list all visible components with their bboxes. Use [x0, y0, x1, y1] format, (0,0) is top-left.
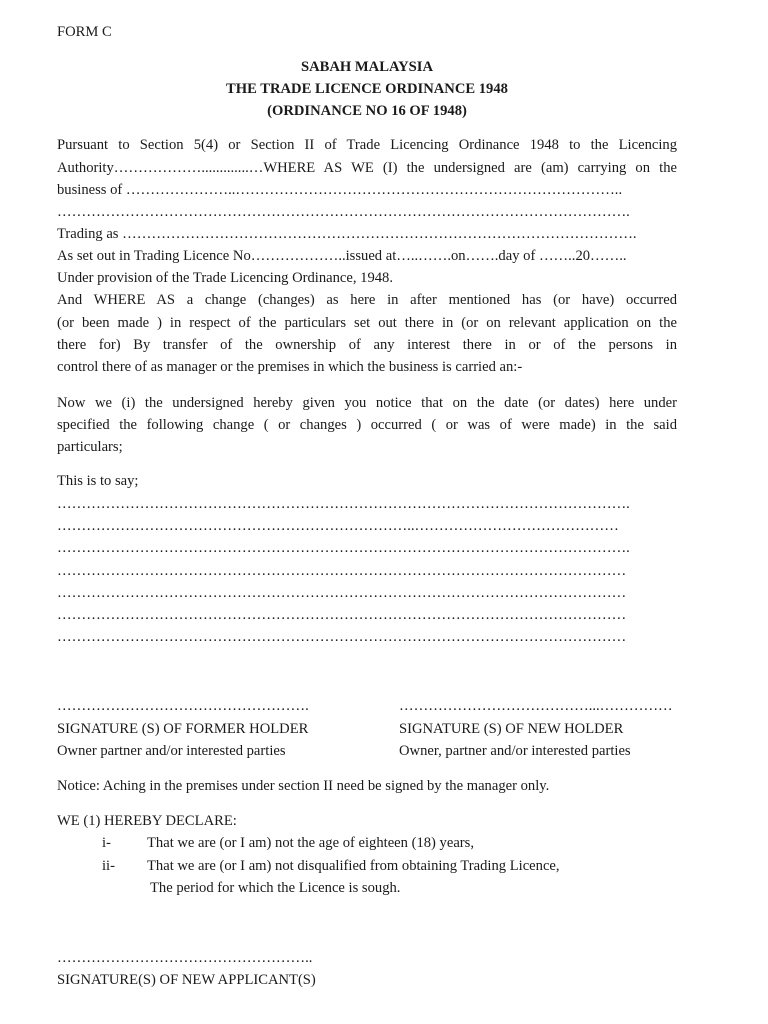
para2-line: specified the following change ( or changes ) occurred ( or was of were made) in the said	[57, 417, 677, 433]
declare-item-text: That we are (or I am) not disqualified from obtaining Trading Licence,	[147, 858, 560, 874]
para1-line: Authority……………….............…WHERE AS WE (I) the undersigned are (am) carrying on the	[57, 160, 677, 176]
declare-continuation: The period for which the Licence is sough.	[150, 880, 401, 896]
former-holder-signature-line: …………………………………………….	[57, 698, 309, 714]
particulars-line: ………………………………………………………………..……………………………………	[57, 518, 619, 534]
title-line-2: THE TRADE LICENCE ORDINANCE 1948	[226, 81, 508, 97]
licence-no-line: As set out in Trading Licence No………………..issued at…..…….on…….day of ……..20……..	[57, 248, 627, 264]
form-label: FORM C	[57, 24, 112, 40]
declare-item-number: i-	[102, 835, 111, 851]
trading-as-line: Trading as …………………………………………………………………………………………….	[57, 226, 637, 242]
particulars-line: ………………………………………………………………………………………………………	[57, 629, 627, 645]
para2-line: Now we (i) the undersigned hereby given you notice that on the date (or dates) here under	[57, 395, 677, 411]
applicant-signature-line: ……………………………………………..	[57, 950, 313, 966]
business-of-line: business of …………………..……………………………………………………………………..	[57, 182, 623, 198]
new-holder-signature-line: …………………………………...……………	[399, 698, 673, 714]
notice: Notice: Aching in the premises under section II need be signed by the manager only.	[57, 778, 550, 794]
para1-line: there for) By transfer of the ownership of any interest there in or of the persons in	[57, 337, 677, 353]
particulars-line: ………………………………………………………………………………………………………	[57, 607, 627, 623]
para1-line: Pursuant to Section 5(4) or Section II of Trade Licencing Ordinance 1948 to the Licencing	[57, 137, 677, 153]
title-line-3: (ORDINANCE NO 16 OF 1948)	[267, 103, 467, 119]
declare-item-text: That we are (or I am) not the age of eighteen (18) years,	[147, 835, 474, 851]
former-holder-label: SIGNATURE (S) OF FORMER HOLDER	[57, 721, 309, 737]
declare-item-number: ii-	[102, 858, 115, 874]
this-is-to-say: This is to say;	[57, 473, 139, 489]
new-holder-label: SIGNATURE (S) OF NEW HOLDER	[399, 721, 624, 737]
para1-line: And WHERE AS a change (changes) as here in after mentioned has (or have) occurred	[57, 292, 677, 308]
former-holder-sub: Owner partner and/or interested parties	[57, 743, 286, 759]
applicant-signature-label: SIGNATURE(S) OF NEW APPLICANT(S)	[57, 972, 316, 988]
para1-line: (or been made ) in respect of the particulars set out there in (or on relevant application on the	[57, 315, 677, 331]
particulars-line: ………………………………………………………………………………………………………	[57, 585, 627, 601]
para1-line: Under provision of the Trade Licencing Ordinance, 1948.	[57, 270, 393, 286]
title-line-1: SABAH MALAYSIA	[300, 59, 434, 75]
particulars-line: ………………………………………………………………………………………………………	[57, 563, 627, 579]
para1-line: control there of as manager or the premises in which the business is carried an:-	[57, 359, 523, 375]
para2-line: particulars;	[57, 439, 123, 455]
particulars-line: ……………………………………………………………………………………………………….	[57, 540, 630, 556]
dotted-line: ……………………………………………………………………………………………………….	[57, 204, 630, 220]
new-holder-sub: Owner, partner and/or interested parties	[399, 743, 631, 759]
particulars-line: ……………………………………………………………………………………………………….	[57, 496, 630, 512]
declare-heading: WE (1) HEREBY DECLARE:	[57, 813, 237, 829]
